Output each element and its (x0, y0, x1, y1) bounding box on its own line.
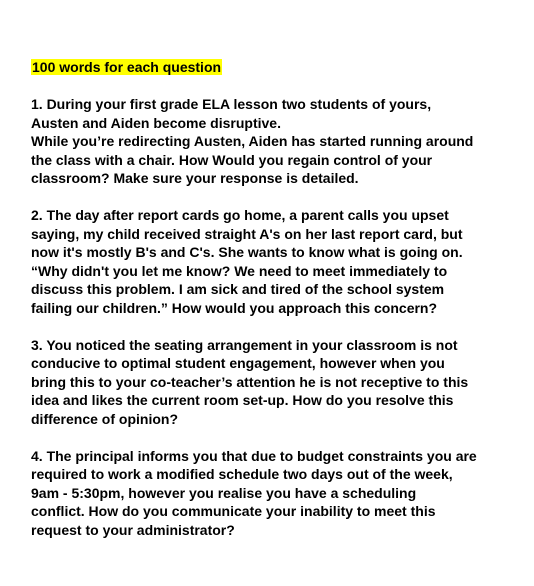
question-line: difference of opinion? (31, 410, 178, 427)
instruction-heading-line (31, 58, 511, 77)
question-line: “Why didn't you let me know? We need to meet immediately to (31, 262, 448, 279)
question-line: 4. The principal informs you that due to budget constraints you are (31, 447, 477, 464)
question-line: request to your administrator? (31, 521, 235, 538)
question-4 (31, 447, 511, 540)
question-line: failing our children.” How would you approach this concern? (31, 299, 438, 316)
question-line: classroom? Make sure your response is detailed. (31, 170, 359, 186)
question-line: now it's mostly B's and C's. She wants to know what is going on. (31, 244, 463, 260)
question-line: the class with a chair. How Would you regain control of your (31, 151, 433, 168)
question-line: 2. The day after report cards go home, a parent calls you upset (31, 207, 449, 223)
question-line: 3. You noticed the seating arrangement in your classroom is not (31, 336, 458, 353)
instruction-heading: 100 words for each question (32, 59, 222, 75)
question-line: bring this to your co-teacher’s attention he is not receptive to this (31, 373, 469, 390)
question-2 (31, 206, 511, 317)
question-line: conflict. How do you communicate your inability to meet this (31, 503, 436, 519)
question-line: required to work a modified schedule two days out of the week, (31, 466, 453, 482)
question-line: Austen and Aiden become disruptive. (31, 114, 281, 131)
question-1 (31, 95, 511, 188)
question-line: discuss this problem. I am sick and tired of the school system (31, 281, 445, 297)
question-line: saying, my child received straight A's on her last report card, but (31, 225, 463, 242)
question-line: conducive to optimal student engagement, however when you (31, 355, 445, 371)
document-body (31, 58, 511, 539)
question-3 (31, 336, 511, 429)
question-line: idea and likes the current room set-up. How do you resolve this (31, 392, 454, 408)
question-line: While you’re redirecting Austen, Aiden has started running around (31, 133, 474, 149)
question-line: 1. During your first grade ELA lesson two students of yours, (31, 96, 432, 112)
question-line: 9am - 5:30pm, however you realise you have a scheduling (31, 484, 417, 501)
